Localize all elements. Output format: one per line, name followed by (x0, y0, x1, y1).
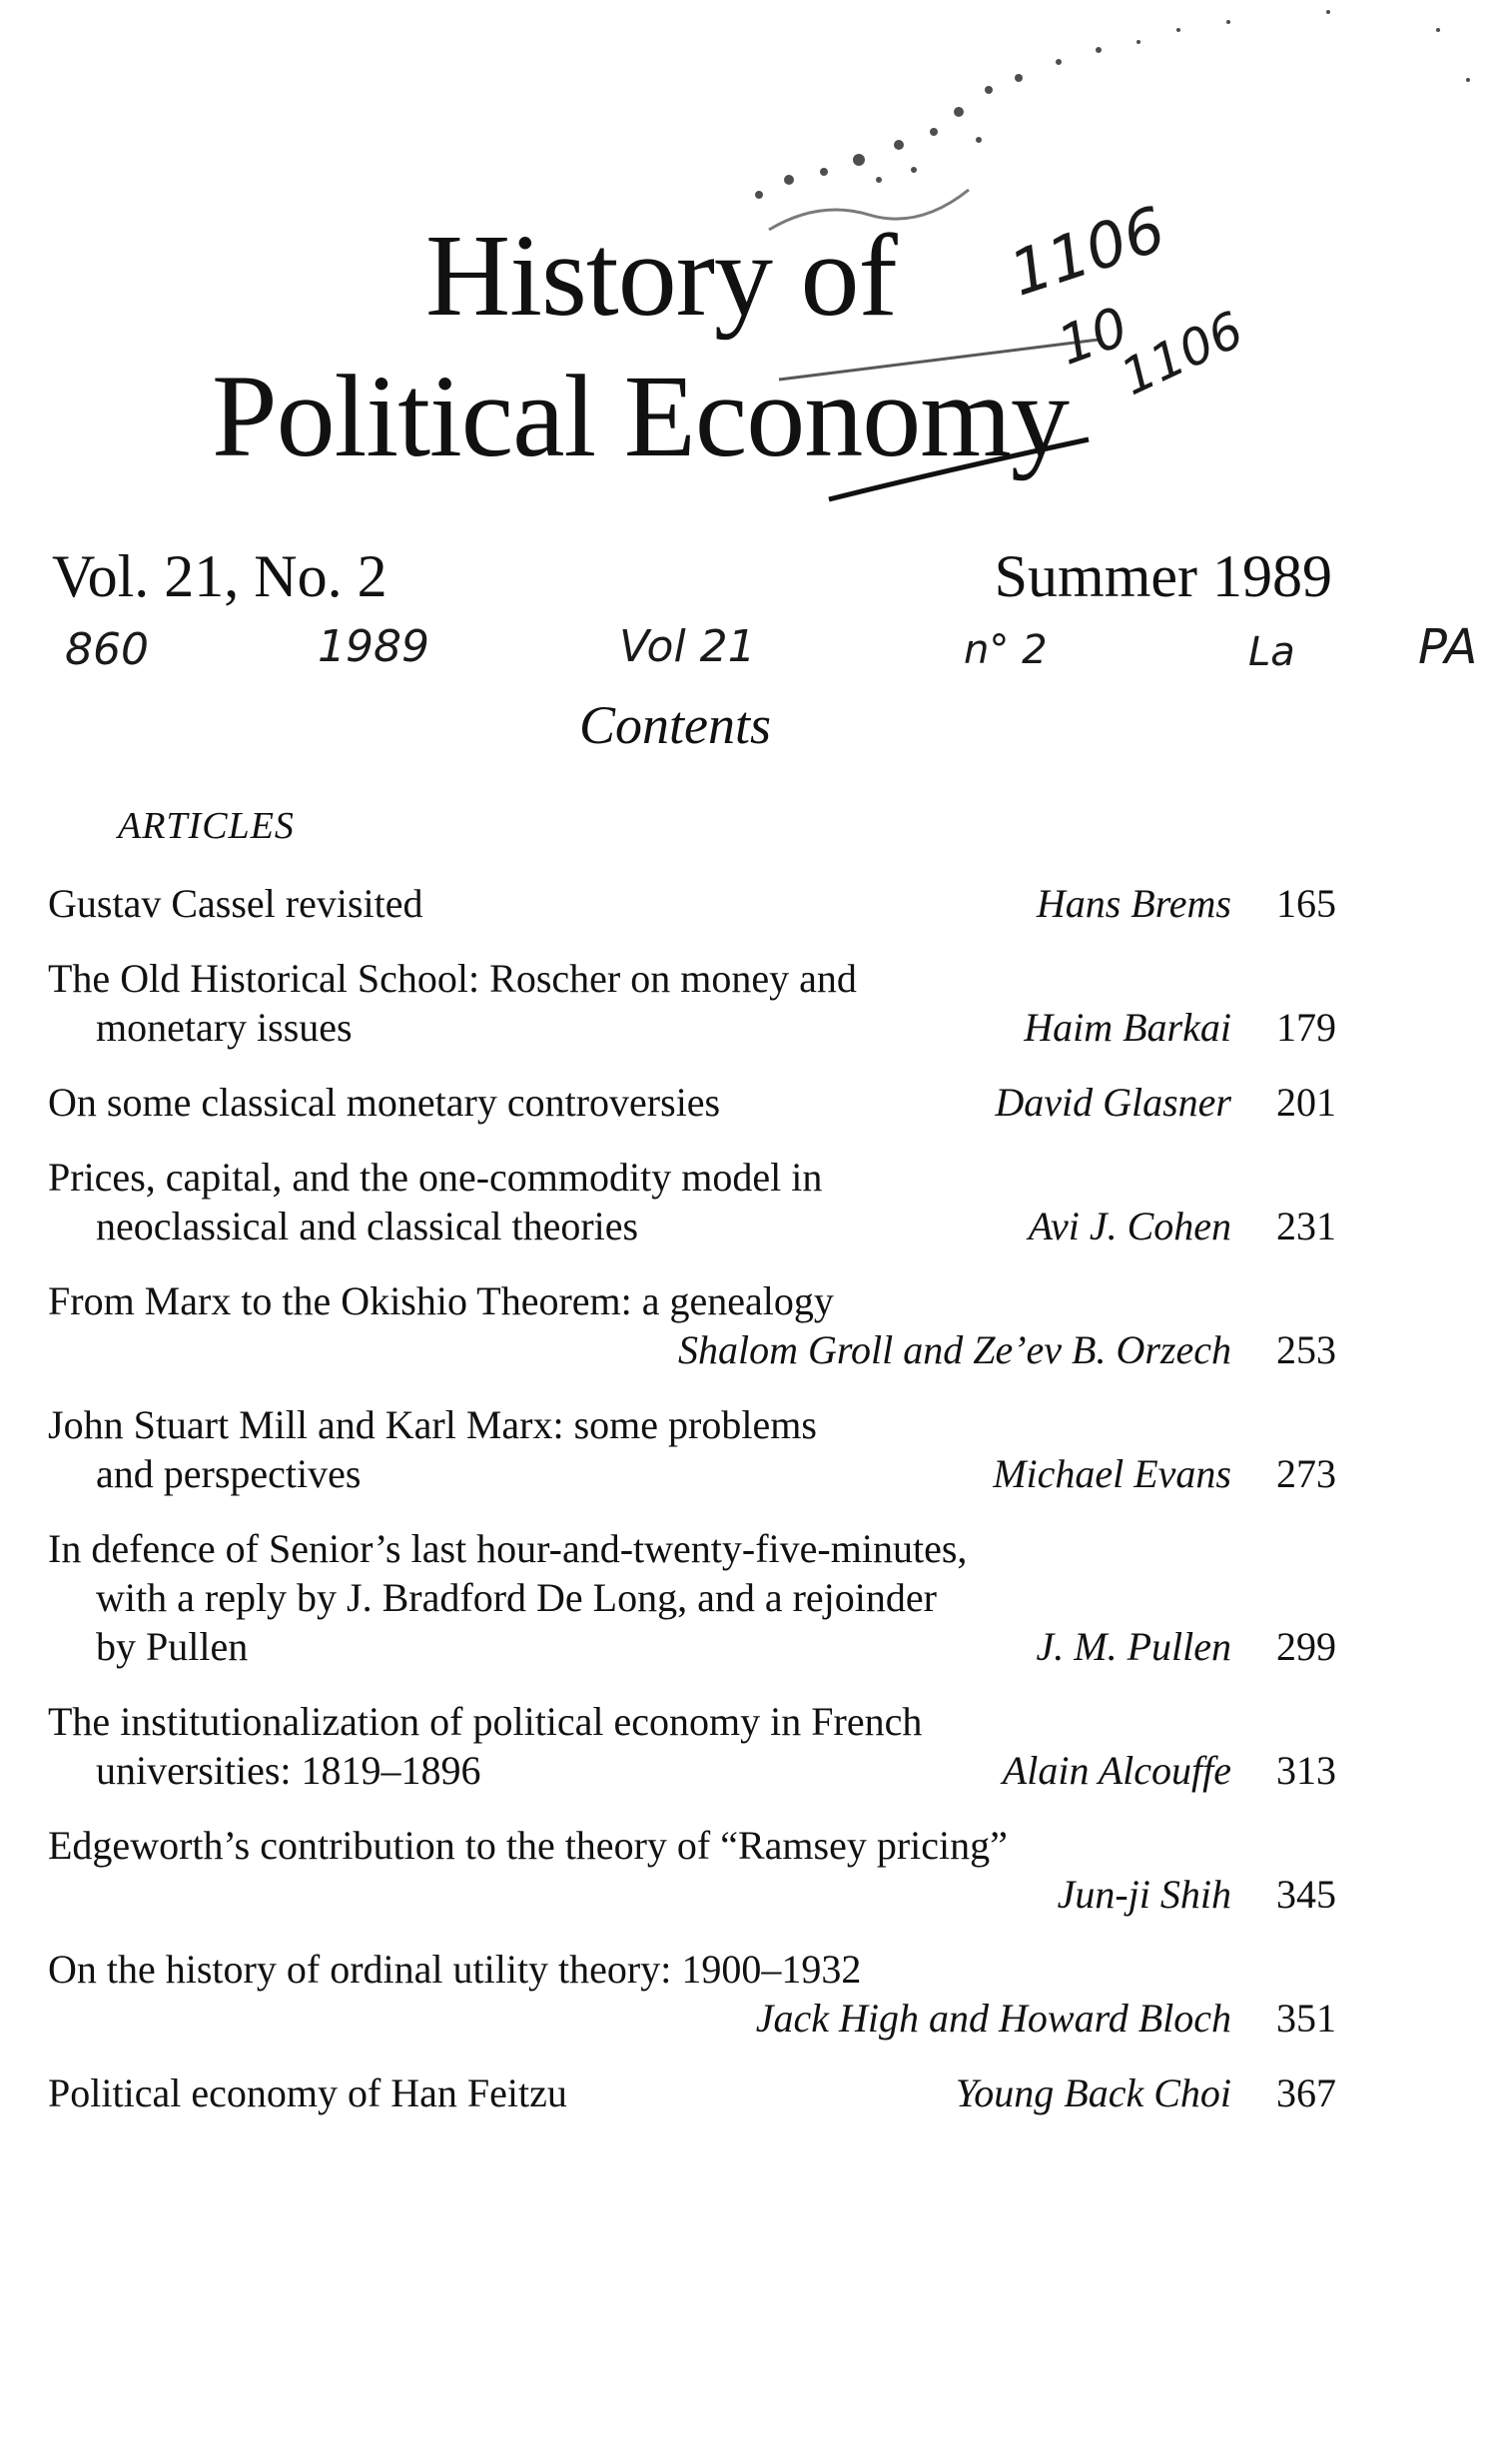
toc-entry-meta (956, 2068, 1336, 2117)
handwritten-title-note-a: 1106 (1001, 192, 1174, 311)
toc-entry-page: 201 (1276, 1080, 1336, 1125)
contents-heading: Contents (579, 695, 772, 755)
toc-entry-title-continuation: by Pullen (96, 1624, 249, 1669)
toc-entry (48, 1821, 1336, 1919)
handwritten-note-vol: Vol 21 (619, 621, 756, 672)
toc-entry-meta (1037, 1622, 1337, 1671)
toc-entry (48, 1078, 1336, 1127)
toc-entry-title-line: Political economy of Han Feitzu (48, 2070, 567, 2115)
journal-title-line1: History of (425, 210, 897, 341)
table-of-contents (48, 879, 1336, 2143)
toc-entry-title-continuation: with a reply by J. Bradford De Long, and a rejoinder (96, 1575, 937, 1620)
toc-entry (48, 1945, 1336, 2043)
toc-entry-page: 367 (1276, 2070, 1336, 2115)
toc-entry-page: 273 (1276, 1451, 1336, 1496)
toc-entry-page: 179 (1276, 1005, 1336, 1050)
toc-entry-page: 345 (1276, 1872, 1336, 1917)
handwritten-note-la: La (1248, 629, 1295, 675)
toc-entry-meta (1003, 1746, 1336, 1795)
journal-title (212, 205, 1069, 486)
toc-entry (48, 1153, 1336, 1250)
toc-entry-title-line: The institutionalization of political economy in French (48, 1699, 923, 1744)
toc-entry-meta (1024, 1003, 1336, 1052)
toc-entry-author: Alain Alcouffe (1002, 1748, 1231, 1793)
toc-entry (48, 1524, 1336, 1671)
toc-entry-author: Haim Barkai (1024, 1005, 1231, 1050)
toc-entry (48, 879, 1336, 928)
toc-entry-title-line: Prices, capital, and the one-commodity model in (48, 1155, 823, 1200)
toc-entry-meta (1058, 1870, 1336, 1919)
toc-entry-title-continuation: universities: 1819–1896 (96, 1748, 481, 1793)
toc-entry-author: Michael Evans (993, 1451, 1231, 1496)
toc-entry-meta (995, 1078, 1336, 1127)
toc-entry-title-line: John Stuart Mill and Karl Marx: some problems (48, 1402, 817, 1447)
toc-entry (48, 1400, 1336, 1498)
toc-entry-title-line: On some classical monetary controversies (48, 1080, 721, 1125)
handwritten-note-860: 860 (65, 624, 149, 675)
toc-entry-page: 253 (1276, 1327, 1336, 1372)
toc-entry-title-line: Gustav Cassel revisited (48, 881, 423, 926)
toc-entry-author: Jack High and Howard Bloch (755, 1996, 1231, 2041)
handwritten-note-pa: PA (1418, 619, 1478, 675)
handwritten-title-note-b: 10 (1050, 295, 1136, 378)
toc-entry-author: J. M. Pullen (1036, 1624, 1231, 1669)
toc-entry-title-continuation: and perspectives (96, 1451, 362, 1496)
toc-entry (48, 1697, 1336, 1795)
toc-entry-title-continuation: monetary issues (96, 1005, 353, 1050)
toc-entry-page: 299 (1276, 1624, 1336, 1669)
section-label-articles: ARTICLES (118, 805, 295, 847)
toc-entry-meta (1029, 1202, 1336, 1250)
toc-entry-author: Hans Brems (1036, 881, 1231, 926)
toc-entry-meta (678, 1325, 1336, 1374)
toc-entry-title-continuation: neoclassical and classical theories (96, 1204, 639, 1248)
toc-entry-page: 231 (1276, 1204, 1336, 1248)
toc-entry-meta (1037, 879, 1336, 928)
toc-entry-author: Jun-ji Shih (1057, 1872, 1231, 1917)
handwritten-note-1989: 1989 (318, 621, 429, 672)
toc-entry-title-line: Edgeworth’s contribution to the theory of “Ramsey pricing” (48, 1823, 1008, 1868)
toc-entry-page: 313 (1276, 1748, 1336, 1793)
handwritten-title-note-c: 1106 (1112, 300, 1252, 408)
toc-entry-author: David Glasner (995, 1080, 1231, 1125)
toc-entry-page: 165 (1276, 881, 1336, 926)
toc-entry-author: Avi J. Cohen (1028, 1204, 1231, 1248)
issue-volume: Vol. 21, No. 2 (52, 543, 387, 609)
toc-entry-author: Shalom Groll and Ze’ev B. Orzech (678, 1327, 1231, 1372)
toc-entry-title-line: In defence of Senior’s last hour-and-twenty-five-minutes, (48, 1526, 968, 1571)
toc-entry-author: Young Back Choi (955, 2070, 1231, 2115)
handwritten-note-no: n° 2 (964, 627, 1048, 673)
toc-entry-title-line: On the history of ordinal utility theory: 1900–1932 (48, 1947, 862, 1992)
toc-entry (48, 954, 1336, 1052)
toc-entry-meta (756, 1994, 1336, 2043)
journal-title-line2: Political Economy (212, 351, 1070, 481)
toc-entry-title-line: The Old Historical School: Roscher on money and (48, 956, 857, 1001)
toc-entry (48, 2068, 1336, 2117)
toc-entry-title-line: From Marx to the Okishio Theorem: a genealogy (48, 1278, 834, 1323)
toc-entry (48, 1276, 1336, 1374)
toc-entry-meta (993, 1449, 1336, 1498)
toc-entry-page: 351 (1276, 1996, 1336, 2041)
issue-season: Summer 1989 (994, 543, 1332, 609)
